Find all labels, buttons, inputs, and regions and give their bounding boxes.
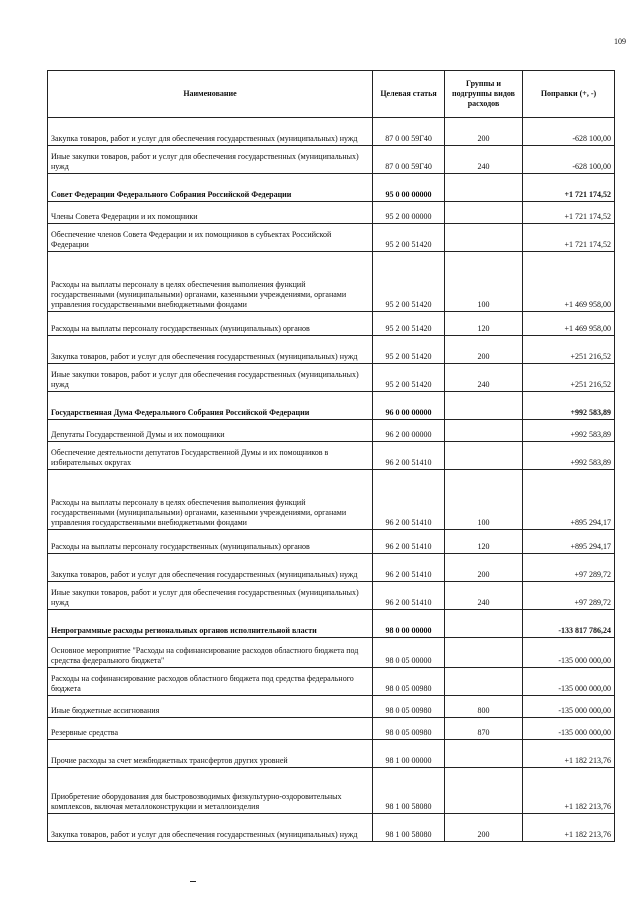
row-name: Государственная Дума Федерального Собрания Российской Федерации xyxy=(48,392,373,420)
table-row xyxy=(48,768,615,814)
row-name: Закупка товаров, работ и услуг для обеспечения государственных (муниципальных) нужд xyxy=(48,554,373,582)
row-amend: +1 469 958,00 xyxy=(523,312,615,336)
row-name: Совет Федерации Федерального Собрания Российской Федерации xyxy=(48,174,373,202)
row-target: 98 0 00 00000 xyxy=(373,610,445,638)
row-groups: 100 xyxy=(445,470,523,530)
row-groups: 100 xyxy=(445,252,523,312)
footer-mark xyxy=(190,881,196,882)
row-target: 98 0 05 00980 xyxy=(373,696,445,718)
table-row xyxy=(48,668,615,696)
row-amend: +251 216,52 xyxy=(523,364,615,392)
table-row xyxy=(48,610,615,638)
row-name: Расходы на выплаты персоналу государственных (муниципальных) органов xyxy=(48,312,373,336)
row-groups: 240 xyxy=(445,146,523,174)
table-row xyxy=(48,420,615,442)
row-amend: +895 294,17 xyxy=(523,530,615,554)
row-groups xyxy=(445,610,523,638)
table-row xyxy=(48,442,615,470)
row-groups xyxy=(445,420,523,442)
row-amend: +1 721 174,52 xyxy=(523,224,615,252)
row-name: Закупка товаров, работ и услуг для обеспечения государственных (муниципальных) нужд xyxy=(48,118,373,146)
row-name: Расходы на выплаты персоналу в целях обеспечения выполнения функций государственными (муниципальными) органами, казенными учреждениями, органами управления государственными внебюджетными фондами xyxy=(48,252,373,312)
table-row xyxy=(48,554,615,582)
table-row xyxy=(48,202,615,224)
table-row xyxy=(48,638,615,668)
row-target: 96 2 00 51410 xyxy=(373,442,445,470)
row-name: Резервные средства xyxy=(48,718,373,740)
table-row xyxy=(48,174,615,202)
table-row xyxy=(48,718,615,740)
row-groups: 240 xyxy=(445,582,523,610)
row-target: 96 2 00 51410 xyxy=(373,530,445,554)
row-target: 98 1 00 58080 xyxy=(373,768,445,814)
row-groups xyxy=(445,668,523,696)
row-target: 96 2 00 51410 xyxy=(373,554,445,582)
row-target: 95 0 00 00000 xyxy=(373,174,445,202)
row-name: Иные бюджетные ассигнования xyxy=(48,696,373,718)
row-target: 95 2 00 51420 xyxy=(373,364,445,392)
row-amend: +97 289,72 xyxy=(523,554,615,582)
row-name: Иные закупки товаров, работ и услуг для обеспечения государственных (муниципальных) нужд xyxy=(48,146,373,174)
row-name: Расходы на софинансирование расходов областного бюджета под средства федерального бюджета xyxy=(48,668,373,696)
row-groups xyxy=(445,442,523,470)
table-row xyxy=(48,582,615,610)
row-name: Обеспечение деятельности депутатов Государственной Думы и их помощников в избирательных округах xyxy=(48,442,373,470)
row-target: 95 2 00 51420 xyxy=(373,252,445,312)
row-name: Расходы на выплаты персоналу в целях обеспечения выполнения функций государственными (муниципальными) органами, казенными учреждениями, органами управления государственными внебюджетными фондами xyxy=(48,470,373,530)
row-amend: +251 216,52 xyxy=(523,336,615,364)
row-groups xyxy=(445,768,523,814)
row-target: 98 0 05 00980 xyxy=(373,668,445,696)
page-number: 109 xyxy=(614,37,626,46)
table-row xyxy=(48,146,615,174)
table-row xyxy=(48,312,615,336)
row-name: Члены Совета Федерации и их помощники xyxy=(48,202,373,224)
row-groups: 800 xyxy=(445,696,523,718)
row-target: 98 1 00 58080 xyxy=(373,814,445,842)
row-amend: -135 000 000,00 xyxy=(523,668,615,696)
row-target: 98 1 00 00000 xyxy=(373,740,445,768)
row-groups xyxy=(445,638,523,668)
table-header-row xyxy=(48,71,615,118)
table-row xyxy=(48,392,615,420)
row-target: 95 2 00 51420 xyxy=(373,336,445,364)
row-name: Закупка товаров, работ и услуг для обеспечения государственных (муниципальных) нужд xyxy=(48,814,373,842)
row-name: Иные закупки товаров, работ и услуг для обеспечения государственных (муниципальных) нужд xyxy=(48,364,373,392)
table-row xyxy=(48,696,615,718)
row-name: Депутаты Государственной Думы и их помощники xyxy=(48,420,373,442)
row-amend: +992 583,89 xyxy=(523,392,615,420)
row-groups: 120 xyxy=(445,312,523,336)
row-amend: +1 182 213,76 xyxy=(523,768,615,814)
row-amend: +1 182 213,76 xyxy=(523,740,615,768)
table-row xyxy=(48,814,615,842)
row-target: 98 0 05 00000 xyxy=(373,638,445,668)
row-amend: -628 100,00 xyxy=(523,118,615,146)
budget-amendments-table xyxy=(47,70,615,842)
row-name: Иные закупки товаров, работ и услуг для обеспечения государственных (муниципальных) нужд xyxy=(48,582,373,610)
row-name: Основное мероприятие "Расходы на софинансирование расходов областного бюджета под средства федерального бюджета" xyxy=(48,638,373,668)
row-target: 95 2 00 51420 xyxy=(373,312,445,336)
table-row xyxy=(48,364,615,392)
row-groups: 870 xyxy=(445,718,523,740)
row-target: 87 0 00 59Г40 xyxy=(373,118,445,146)
row-name: Непрограммные расходы региональных органов исполнительной власти xyxy=(48,610,373,638)
table-row xyxy=(48,224,615,252)
row-name: Закупка товаров, работ и услуг для обеспечения государственных (муниципальных) нужд xyxy=(48,336,373,364)
row-name: Обеспечение членов Совета Федерации и их помощников в субъектах Российской Федерации xyxy=(48,224,373,252)
row-target: 96 0 00 00000 xyxy=(373,392,445,420)
row-groups xyxy=(445,174,523,202)
table-row xyxy=(48,470,615,530)
row-target: 95 2 00 51420 xyxy=(373,224,445,252)
row-amend: -135 000 000,00 xyxy=(523,638,615,668)
row-amend: +895 294,17 xyxy=(523,470,615,530)
row-groups: 200 xyxy=(445,336,523,364)
header-amend: Поправки (+, -) xyxy=(523,71,615,118)
row-groups xyxy=(445,740,523,768)
header-name: Наименование xyxy=(48,71,373,118)
row-amend: -133 817 786,24 xyxy=(523,610,615,638)
row-amend: +1 721 174,52 xyxy=(523,202,615,224)
row-amend: +992 583,89 xyxy=(523,420,615,442)
row-target: 98 0 05 00980 xyxy=(373,718,445,740)
header-target: Целевая статья xyxy=(373,71,445,118)
row-groups: 240 xyxy=(445,364,523,392)
row-target: 96 2 00 00000 xyxy=(373,420,445,442)
row-groups xyxy=(445,392,523,420)
row-groups: 200 xyxy=(445,814,523,842)
row-amend: +1 182 213,76 xyxy=(523,814,615,842)
row-target: 96 2 00 51410 xyxy=(373,582,445,610)
table-row xyxy=(48,336,615,364)
row-groups xyxy=(445,202,523,224)
table-row xyxy=(48,252,615,312)
row-groups xyxy=(445,224,523,252)
row-groups: 120 xyxy=(445,530,523,554)
row-groups: 200 xyxy=(445,118,523,146)
row-amend: -135 000 000,00 xyxy=(523,718,615,740)
row-amend: +1 469 958,00 xyxy=(523,252,615,312)
row-name: Прочие расходы за счет межбюджетных трансфертов других уровней xyxy=(48,740,373,768)
row-target: 95 2 00 00000 xyxy=(373,202,445,224)
row-groups: 200 xyxy=(445,554,523,582)
row-amend: +992 583,89 xyxy=(523,442,615,470)
table-row xyxy=(48,740,615,768)
row-name: Расходы на выплаты персоналу государственных (муниципальных) органов xyxy=(48,530,373,554)
row-amend: +1 721 174,52 xyxy=(523,174,615,202)
header-groups: Группы и подгруппы видов расходов xyxy=(445,71,523,118)
row-amend: -628 100,00 xyxy=(523,146,615,174)
row-amend: +97 289,72 xyxy=(523,582,615,610)
row-target: 96 2 00 51410 xyxy=(373,470,445,530)
row-target: 87 0 00 59Г40 xyxy=(373,146,445,174)
table-row xyxy=(48,118,615,146)
row-amend: -135 000 000,00 xyxy=(523,696,615,718)
row-name: Приобретение оборудования для быстровозводимых физкультурно-оздоровительных комплексов, включая металлоконструкции и металлоизделия xyxy=(48,768,373,814)
table-row xyxy=(48,530,615,554)
